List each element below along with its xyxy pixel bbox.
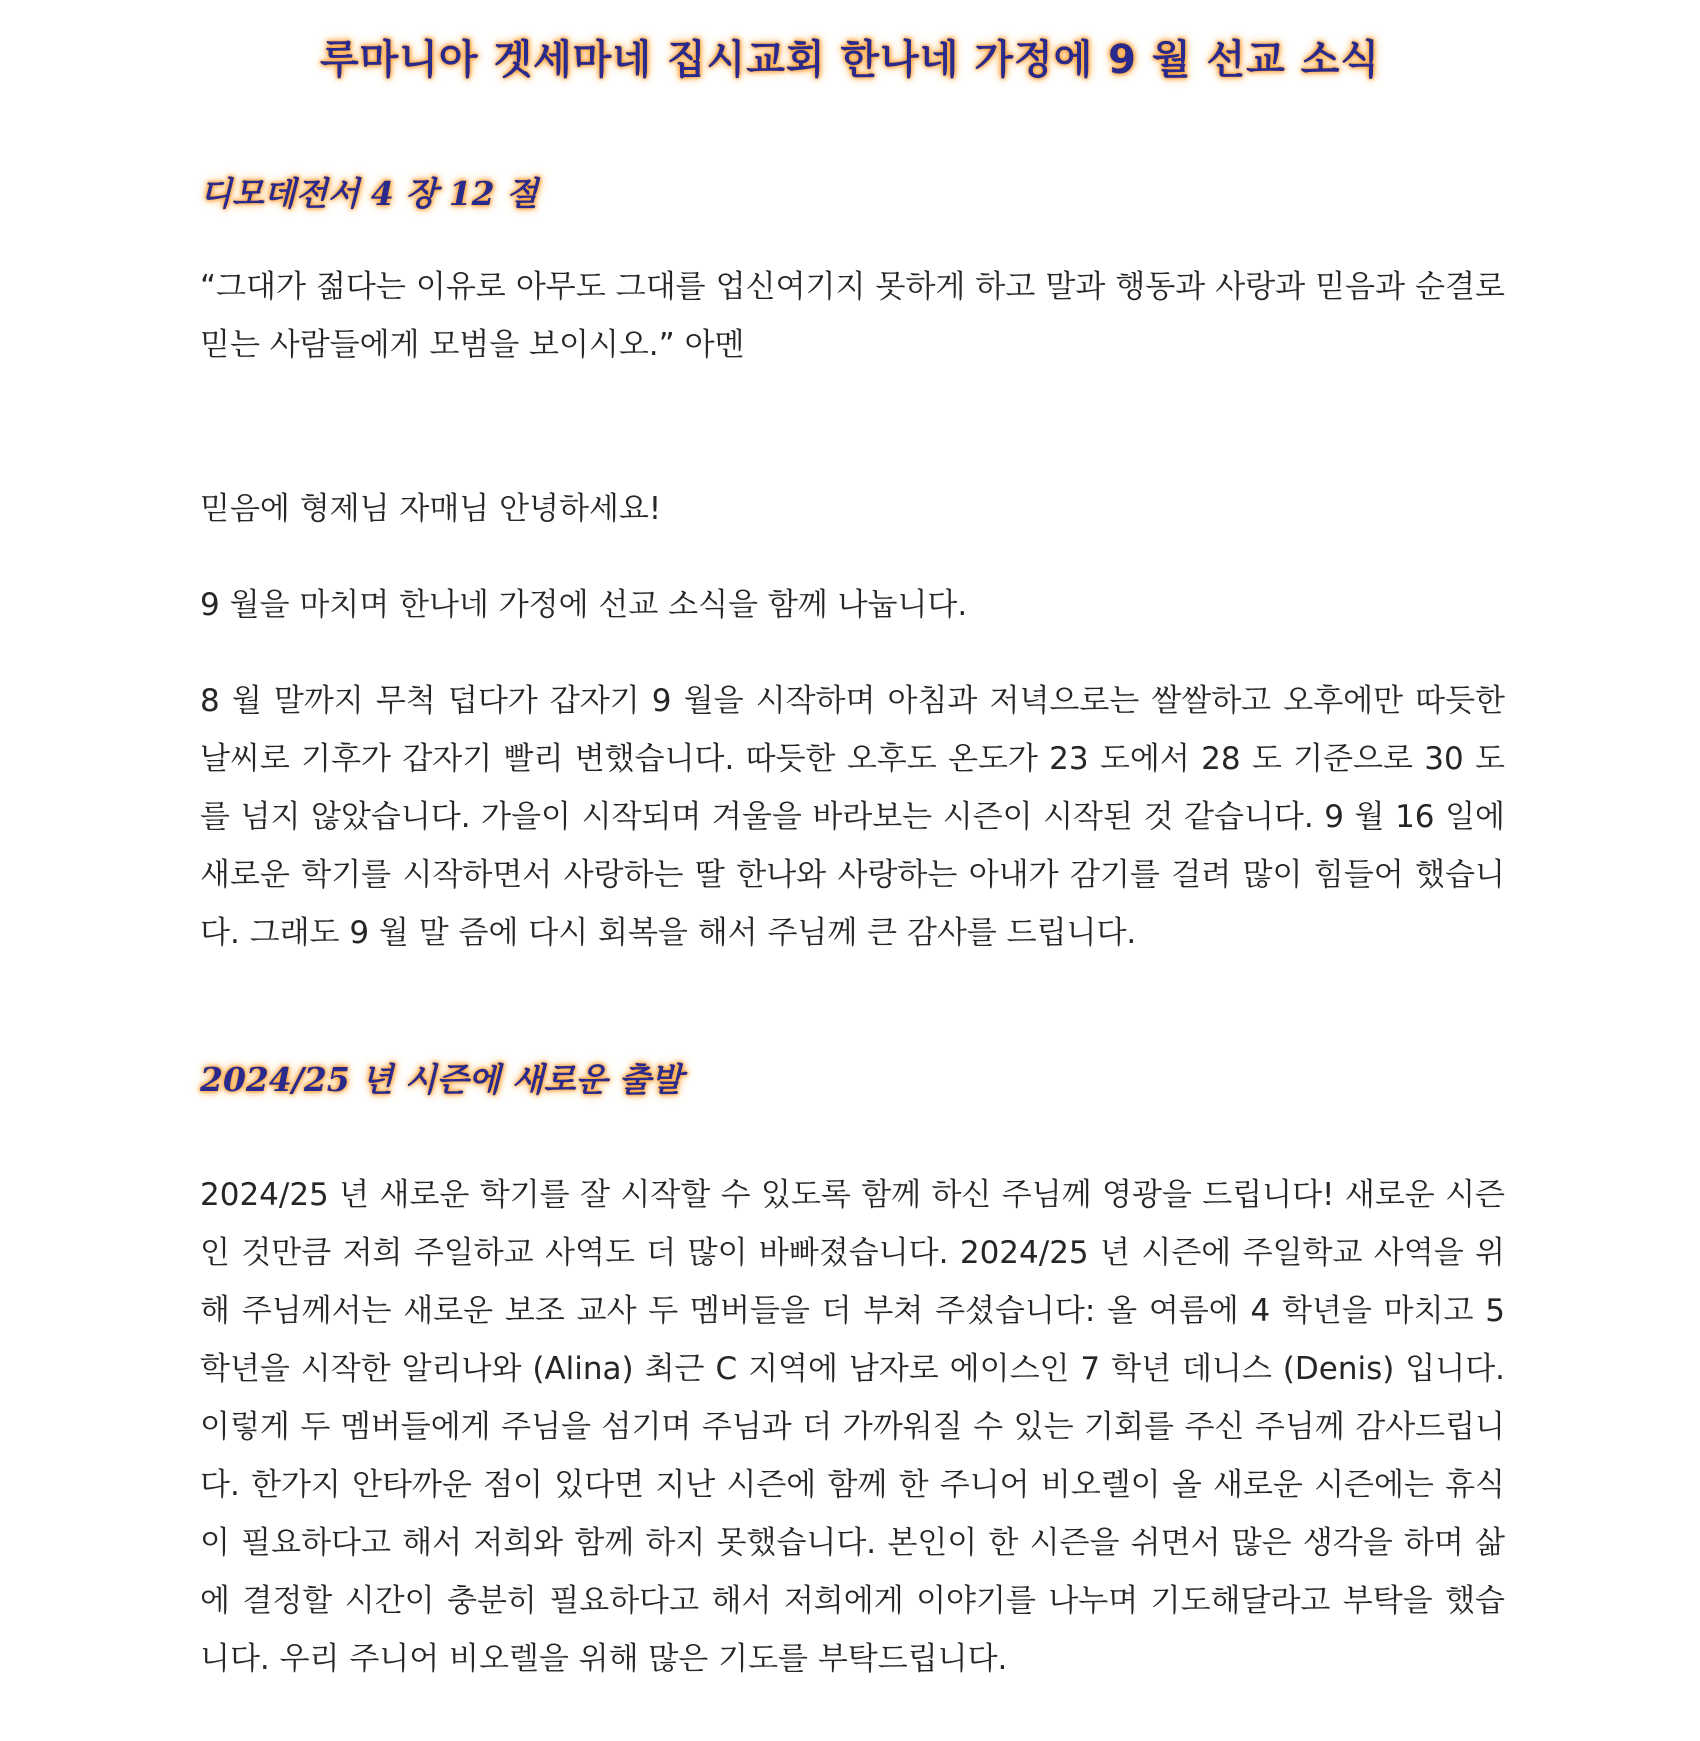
season-paragraph: 2024/25 년 새로운 학기를 잘 시작할 수 있도록 함께 하신 주님께 영광을 드립니다! 새로운 시즌인 것만큼 저희 주일하교 사역도 더 많이 바빠졌습니다. 2024/25 년 시즌에 주일학교 사역을 위해 주님께서는 새로운 보조 교사 두 멤버들을 더 부쳐 주셨습니다: 올 여름에 4 학년을 마치고 5 학년을 시작한 알리나와 (Alina) 최근 C 지역에 남자로 에이스인 7 학년 데니스 (Denis) 입니다. 이렇게 두 멤버들에게 주님을 섬기며 주님과 더 가까워질 수 있는 기회를 주신 주님께 감사드립니다. 한가지 안타까운 점이 있다면 지난 시즌에 함께 한 주니어 비오렐이 올 새로운 시즌에는 휴식이 필요하다고 해서 저희와 함께 하지 못했습니다. 본인이 한 시즌을 쉬면서 많은 생각을 하며 삶에 결정할 시간이 충분히 필요하다고 해서 저희에게 이야기를 나누며 기도해달라고 부탁을 했습니다. 우리 주니어 비오렐을 위해 많은 기도를 부탁드립니다.: [200, 1177, 1505, 1677]
intro-text: 9 월을 마치며 한나네 가정에 선교 소식을 함께 나눕니다.: [200, 587, 968, 623]
season-heading: 2024/25 년 시즌에 새로운 출발: [200, 1060, 683, 1099]
weather-paragraph: 8 월 말까지 무척 덥다가 갑자기 9 월을 시작하며 아침과 저녁으로는 쌀쌀하고 오후에만 따듯한 날씨로 기후가 갑자기 빨리 변했습니다. 따듯한 오후도 온도가 23 도에서 28 도 기준으로 30 도를 넘지 않았습니다. 가을이 시작되며 겨울을 바라보는 시즌이 시작된 것 같습니다. 9 월 16 일에 새로운 학기를 시작하면서 사랑하는 딸 한나와 사랑하는 아내가 감기를 걸려 많이 힘들어 했습니다. 그래도 9 월 말 즘에 다시 회복을 해서 주님께 큰 감사를 드립니다.: [200, 683, 1505, 951]
verse-text: “그대가 젊다는 이유로 아무도 그대를 업신여기지 못하게 하고 말과 행동과 사랑과 믿음과 순결로 믿는 사람들에게 모범을 보이시오.” 아멘: [200, 269, 1505, 363]
greeting-text: 믿음에 형제님 자매님 안녕하세요!: [200, 491, 662, 527]
verse-heading: 디모데전서 4 장 12 절: [200, 174, 538, 213]
page-title: 루마니아 겟세마네 집시교회 한나네 가정에 9 월 선교 소식: [320, 37, 1380, 83]
